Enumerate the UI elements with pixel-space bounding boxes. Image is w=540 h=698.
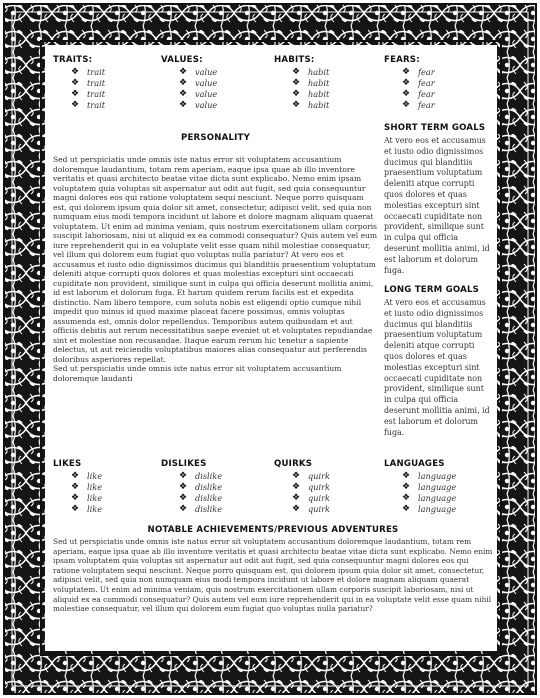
fears-heading: FEARS: (384, 55, 420, 65)
list-item: ❖ quirk (274, 504, 379, 515)
list-item: ❖ language (384, 504, 492, 515)
diamond-bullet-icon: ❖ (291, 100, 301, 110)
diamond-bullet-icon: ❖ (401, 482, 411, 492)
diamond-bullet-icon: ❖ (401, 493, 411, 503)
diamond-bullet-icon: ❖ (291, 493, 301, 503)
list-item: ❖ trait (53, 100, 158, 111)
diamond-bullet-icon: ❖ (401, 78, 411, 88)
short-term-goals-text: At vero eos et accusamus et iusto odio dignissimos ducimus qui blanditiis praesentium voluptatum deleniti atque corrupti quos dolores et quas molestias excepturi sint occaecati cupiditate non provident, similique sunt in culpa qui officia deserunt mollitia animi, id est laborum et dolorum fuga. (384, 136, 490, 275)
list-item: ❖ value (161, 89, 266, 100)
diamond-bullet-icon: ❖ (291, 482, 301, 492)
diamond-bullet-icon: ❖ (291, 504, 301, 514)
diamond-bullet-icon: ❖ (401, 504, 411, 514)
personality-text: Sed ut perspiciatis unde omnis iste natus error sit voluptatem accusantium doloremque laudantium, totam rem aperiam, eaque ipsa quae ab illo inventore veritatis et quasi architecto beatae vitae dicta sunt explicabo. Nemo enim ipsam voluptatem quia voluptas sit aspernatur aut odit aut fugit, sed quia consequuntur magni dolores eos qui ratione voluptatem sequi nesciunt. Neque porro quisquam est, qui dolorem ipsum quia dolor sit amet, consectetur, adipisci velit, sed quia non numquam eius modi tempora incidunt ut labore et dolore magnam aliquam quaerat voluptatem. Ut enim ad minima veniam, quis nostrum exercitationem ullam corporis suscipit laboriosam, nisi ut aliquid ex ea commodi consequatur? Quis autem vel eum iure reprehenderit qui in ea voluptate velit esse quam nihil molestiae consequatur, vel illum qui dolorem eum fugiat quo voluptas nulla pariatur? At vero eos et accusamus et iusto odio dignissimos ducimus qui blanditiis praesentium voluptatum deleniti atque corrupti quos dolores et quas molestias excepturi sint occaecati cupiditate non provident, similique sunt in culpa qui officia deserunt mollitia animi, id est laborum et dolorum fuga. Et harum quidem rerum facilis est et expedita distinctio. Nam libero tempore, cum soluta nobis est eligendi optio cumque nihil impedit quo minus id quod maxime placeat facere possimus, omnis voluptas assumenda est, omnis dolor repellendus. Temporibus autem quibusdam et aut officiis debitis aut rerum necessitatibus saepe eveniet ut et voluptates repudiandae sint et molestiae non recusandae. Itaque earum rerum hic tenetur a sapiente delectus, ut aut reiciendis voluptatibus maiores alias consequatur aut perferendis doloribus asperiores repellat. (53, 155, 378, 364)
diamond-bullet-icon: ❖ (178, 67, 188, 77)
achievements-heading: NOTABLE ACHIEVEMENTS/PREVIOUS ADVENTURES (147, 525, 399, 535)
dislikes-list (161, 471, 266, 515)
achievements-section (53, 525, 493, 614)
list-item: ❖ dislike (161, 504, 266, 515)
habits-section (274, 55, 379, 111)
list-item: ❖ fear (384, 89, 492, 100)
diamond-bullet-icon: ❖ (401, 67, 411, 77)
diamond-bullet-icon: ❖ (401, 471, 411, 481)
languages-section (384, 459, 492, 515)
diamond-bullet-icon: ❖ (178, 493, 188, 503)
languages-heading: LANGUAGES (384, 459, 445, 469)
quirks-section (274, 459, 379, 515)
diamond-bullet-icon: ❖ (178, 100, 188, 110)
diamond-bullet-icon: ❖ (178, 504, 188, 514)
traits-heading: TRAITS: (53, 55, 93, 65)
habits-heading: HABITS: (274, 55, 315, 65)
list-item: ❖ habit (274, 89, 379, 100)
diamond-bullet-icon: ❖ (401, 100, 411, 110)
list-item: ❖ like (53, 482, 158, 493)
list-item: ❖ habit (274, 78, 379, 89)
diamond-bullet-icon: ❖ (178, 78, 188, 88)
diamond-bullet-icon: ❖ (291, 67, 301, 77)
list-item: ❖ like (53, 471, 158, 482)
dislikes-section (161, 459, 266, 515)
list-item: ❖ dislike (161, 471, 266, 482)
diamond-bullet-icon: ❖ (70, 504, 80, 514)
short-term-goals-heading: SHORT TERM GOALS (384, 123, 486, 133)
list-item: ❖ language (384, 471, 492, 482)
personality-text-2: Sed ut perspiciatis unde omnis iste natus error sit voluptatem accusantium doloremque laudanti (53, 364, 342, 383)
diamond-bullet-icon: ❖ (70, 67, 80, 77)
diamond-bullet-icon: ❖ (70, 78, 80, 88)
list-item: ❖ value (161, 100, 266, 111)
list-item: ❖ value (161, 67, 266, 78)
diamond-bullet-icon: ❖ (178, 471, 188, 481)
personality-heading: PERSONALITY (180, 133, 251, 143)
diamond-bullet-icon: ❖ (401, 89, 411, 99)
values-list (161, 67, 266, 111)
list-item: ❖ quirk (274, 471, 379, 482)
long-term-goals-text: At vero eos et accusamus et iusto odio dignissimos ducimus qui blanditiis praesentium voluptatum deleniti atque corrupti quos dolores et quas molestias excepturi sint occaecati cupiditate non provident, similique sunt in culpa qui officia deserunt mollitia animi, id est laborum et dolorum fuga. (384, 298, 490, 437)
short-term-goals-section (384, 123, 492, 276)
list-item: ❖ habit (274, 100, 379, 111)
list-item: ❖ language (384, 482, 492, 493)
list-item: ❖ dislike (161, 482, 266, 493)
list-item: ❖ trait (53, 89, 158, 100)
diamond-bullet-icon: ❖ (291, 471, 301, 481)
traits-section (53, 55, 158, 111)
habits-list (274, 67, 379, 111)
fears-section (384, 55, 492, 111)
diamond-bullet-icon: ❖ (70, 89, 80, 99)
diamond-bullet-icon: ❖ (70, 471, 80, 481)
personality-section (53, 133, 378, 383)
list-item: ❖ value (161, 78, 266, 89)
values-section (161, 55, 266, 111)
values-heading: VALUES: (161, 55, 203, 65)
diamond-bullet-icon: ❖ (178, 482, 188, 492)
sheet-content (45, 45, 497, 651)
list-item: ❖ dislike (161, 493, 266, 504)
list-item: ❖ trait (53, 78, 158, 89)
diamond-bullet-icon: ❖ (291, 78, 301, 88)
list-item: ❖ quirk (274, 493, 379, 504)
quirks-heading: QUIRKS (274, 459, 313, 469)
languages-list (384, 471, 492, 515)
list-item: ❖ fear (384, 100, 492, 111)
list-item: ❖ language (384, 493, 492, 504)
list-item: ❖ like (53, 493, 158, 504)
traits-list (53, 67, 158, 111)
list-item: ❖ like (53, 504, 158, 515)
list-item: ❖ fear (384, 67, 492, 78)
list-item: ❖ quirk (274, 482, 379, 493)
fears-list (384, 67, 492, 111)
dislikes-heading: DISLIKES (161, 459, 207, 469)
list-item: ❖ trait (53, 67, 158, 78)
long-term-goals-section (384, 285, 492, 438)
list-item: ❖ habit (274, 67, 379, 78)
likes-section (53, 459, 158, 515)
list-item: ❖ fear (384, 78, 492, 89)
quirks-list (274, 471, 379, 515)
achievements-text: Sed ut perspiciatis unde omnis iste natus error sit voluptatem accusantium doloremque laudantium, totam rem aperiam, eaque ipsa quae ab illo inventore veritatis et quasi architecto beatae vitae dicta sunt explicabo. Nemo enim ipsam voluptatem quia voluptas sit aspernatur aut odit aut fugit, sed quia consequuntur magni dolores eos qui ratione voluptatem sequi nesciunt. Neque porro quisquam est, qui dolorem ipsum quia dolor sit amet, consectetur, adipisci velit, sed quia non numquam eius modi tempora incidunt ut labore et dolore magnam aliquam quaerat voluptatem. Ut enim ad minima veniam, quis nostrum exercitationem ullam corporis suscipit laboriosam, nisi ut aliquid ex ea commodi consequatur? Quis autem vel eum iure reprehenderit qui in ea voluptate velit esse quam nihil molestiae consequatur, vel illum qui dolorem eum fugiat quo voluptas nulla pariatur? (53, 537, 493, 614)
diamond-bullet-icon: ❖ (178, 89, 188, 99)
long-term-goals-heading: LONG TERM GOALS (384, 285, 480, 295)
diamond-bullet-icon: ❖ (70, 482, 80, 492)
diamond-bullet-icon: ❖ (70, 100, 80, 110)
likes-heading: LIKES (53, 459, 82, 469)
likes-list (53, 471, 158, 515)
diamond-bullet-icon: ❖ (291, 89, 301, 99)
diamond-bullet-icon: ❖ (70, 493, 80, 503)
